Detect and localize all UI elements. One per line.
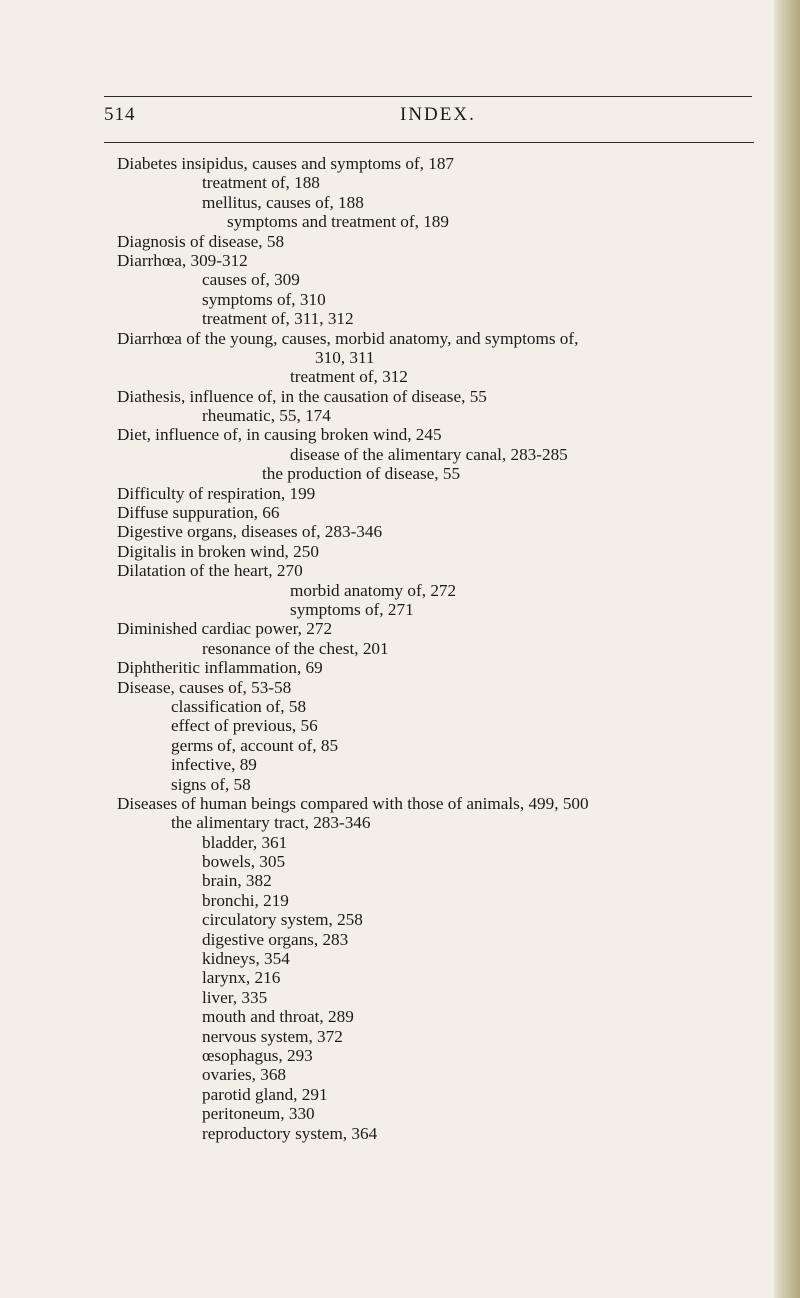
header-rule bbox=[104, 142, 754, 143]
index-entry: nervous system, 372 bbox=[202, 1026, 343, 1046]
index-entry: mellitus, causes of, 188 bbox=[202, 192, 364, 212]
index-entry: Diseases of human beings compared with those of animals, 499, 500 bbox=[117, 793, 589, 813]
index-entry: resonance of the chest, 201 bbox=[202, 638, 389, 658]
index-entry: Diarrhœa of the young, causes, morbid anatomy, and symptoms of, bbox=[117, 328, 579, 348]
index-entry: liver, 335 bbox=[202, 987, 268, 1007]
index-entry: morbid anatomy of, 272 bbox=[290, 580, 457, 600]
index-entry: circulatory system, 258 bbox=[202, 910, 363, 930]
index-entry: symptoms of, 271 bbox=[290, 599, 414, 619]
index-entry: treatment of, 311, 312 bbox=[202, 309, 354, 329]
index-entry: effect of previous, 56 bbox=[171, 716, 318, 736]
index-entry: rheumatic, 55, 174 bbox=[202, 406, 331, 426]
index-entries bbox=[117, 154, 777, 1143]
index-entry: symptoms of, 310 bbox=[202, 289, 326, 309]
index-entry: mouth and throat, 289 bbox=[202, 1007, 354, 1027]
page-spine-shadow bbox=[774, 0, 800, 1298]
index-entry: bladder, 361 bbox=[202, 832, 288, 852]
index-entry: Diminished cardiac power, 272 bbox=[117, 619, 333, 639]
index-entry: disease of the alimentary canal, 283-285 bbox=[290, 444, 568, 464]
index-entry: germs of, account of, 85 bbox=[171, 735, 339, 755]
index-entry: Diarrhœa, 309-312 bbox=[117, 250, 248, 270]
index-entry: Diffuse suppuration, 66 bbox=[117, 503, 280, 523]
index-entry: Digestive organs, diseases of, 283-346 bbox=[117, 522, 383, 542]
index-entry: parotid gland, 291 bbox=[202, 1084, 328, 1104]
page-number: 514 bbox=[104, 104, 136, 125]
index-entry: bowels, 305 bbox=[202, 852, 286, 872]
index-entry: Dilatation of the heart, 270 bbox=[117, 561, 303, 581]
index-entry: Diathesis, influence of, in the causation of disease, 55 bbox=[117, 386, 487, 406]
index-entry: Difficulty of respiration, 199 bbox=[117, 483, 316, 503]
index-entry: Diagnosis of disease, 58 bbox=[117, 231, 285, 251]
index-entry: larynx, 216 bbox=[202, 968, 281, 988]
index-entry: causes of, 309 bbox=[202, 270, 300, 290]
index-entry: Diet, influence of, in causing broken wind, 245 bbox=[117, 425, 442, 445]
index-entry: brain, 382 bbox=[202, 871, 272, 891]
index-entry: Diphtheritic inflammation, 69 bbox=[117, 658, 323, 678]
index-entry: Disease, causes of, 53-58 bbox=[117, 677, 292, 697]
index-entry: treatment of, 188 bbox=[202, 173, 320, 193]
index-entry: the production of disease, 55 bbox=[262, 464, 461, 484]
index-entry: infective, 89 bbox=[171, 755, 257, 775]
page-header bbox=[104, 104, 754, 134]
index-entry: classification of, 58 bbox=[171, 696, 307, 716]
index-entry: kidneys, 354 bbox=[202, 949, 290, 969]
running-head-title: INDEX. bbox=[400, 104, 476, 125]
index-entry: Digitalis in broken wind, 250 bbox=[117, 541, 319, 561]
index-entry: peritoneum, 330 bbox=[202, 1104, 315, 1124]
index-entry: bronchi, 219 bbox=[202, 890, 289, 910]
index-entry: ovaries, 368 bbox=[202, 1065, 287, 1085]
index-entry: Diabetes insipidus, causes and symptoms of, 187 bbox=[117, 154, 455, 173]
index-entry: treatment of, 312 bbox=[290, 367, 408, 387]
index-entry: signs of, 58 bbox=[171, 774, 251, 794]
index-entry: symptoms and treatment of, 189 bbox=[227, 212, 449, 232]
index-entry: digestive organs, 283 bbox=[202, 929, 349, 949]
index-entry: reproductory system, 364 bbox=[202, 1123, 378, 1143]
index-entry: œsophagus, 293 bbox=[202, 1045, 313, 1065]
index-entry: the alimentary tract, 283-346 bbox=[171, 813, 371, 833]
index-entry: 310, 311 bbox=[315, 347, 375, 367]
top-rule bbox=[104, 96, 752, 97]
